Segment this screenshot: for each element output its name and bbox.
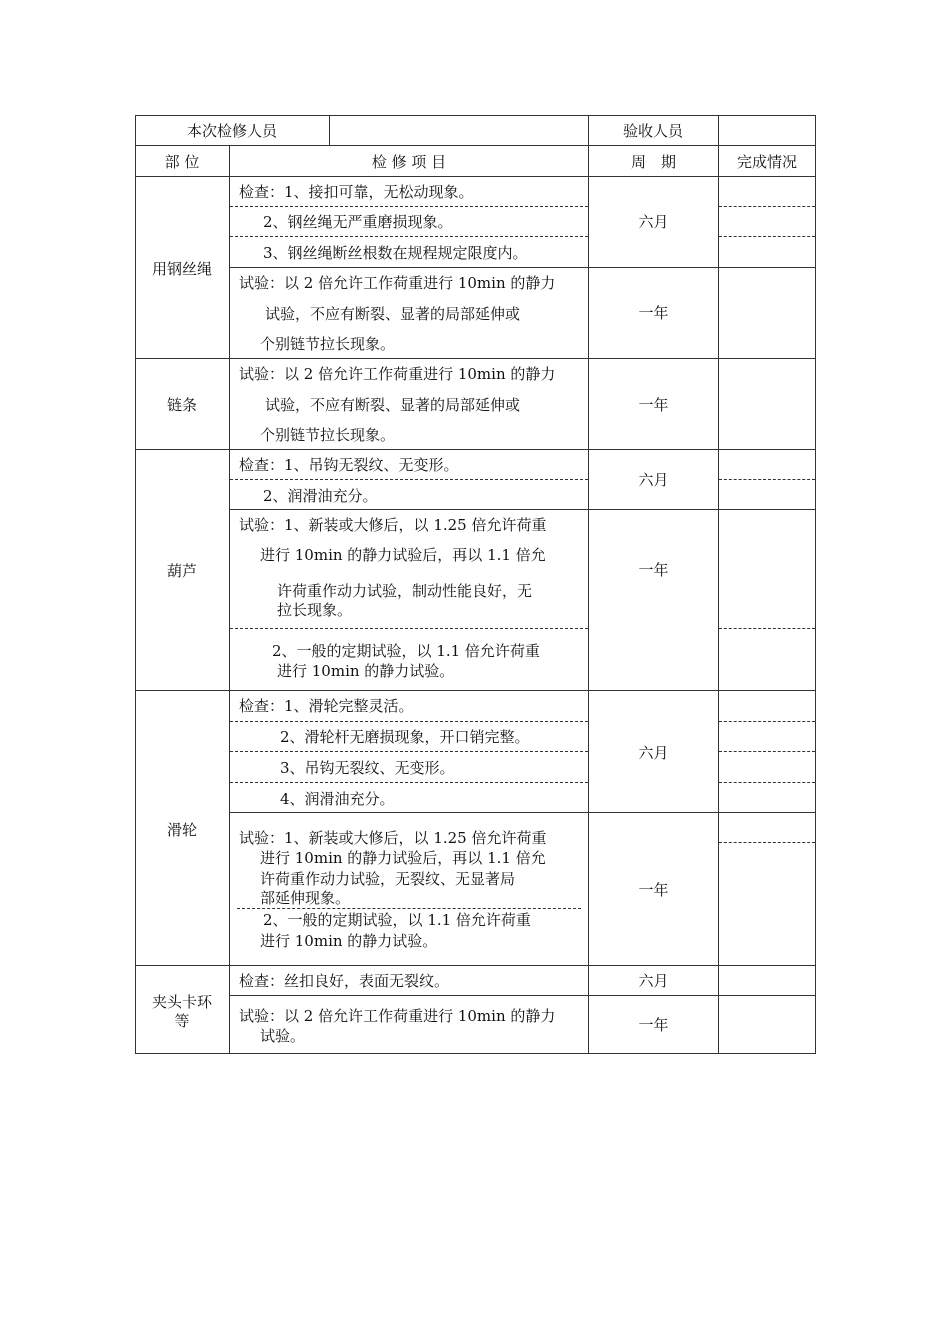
chain-test-1: 试验：以 2 倍允许工作荷重进行 10min 的静力 <box>239 365 556 383</box>
pulley-inspect-period: 六月 <box>638 744 669 762</box>
table-border-left <box>135 115 136 1054</box>
divider <box>230 995 816 996</box>
wire-rope-inspect-2: 2、钢丝绳无严重磨损现象。 <box>263 213 453 231</box>
wire-rope-test-3: 个别链节拉长现象。 <box>260 335 396 353</box>
part-hoist: 葫芦 <box>166 562 197 580</box>
hoist-test1-3: 许荷重作动力试验，制动性能良好，无 <box>277 582 533 600</box>
divider <box>230 812 816 813</box>
wire-rope-inspect-1: 检查：1、接扣可靠，无松动现象。 <box>239 183 474 201</box>
part-clamp-2: 等 <box>174 1012 190 1030</box>
divider <box>719 236 815 237</box>
wire-rope-test-1: 试验：以 2 倍允许工作荷重进行 10min 的静力 <box>239 274 556 292</box>
clamp-test-1: 试验：以 2 倍允许工作荷重进行 10min 的静力 <box>239 1007 556 1025</box>
divider <box>588 115 589 1054</box>
table-border-right <box>815 115 816 1054</box>
divider <box>719 842 815 843</box>
divider <box>719 206 815 207</box>
divider <box>719 782 815 783</box>
divider <box>230 236 588 237</box>
hoist-inspect-2: 2、润滑油充分。 <box>263 487 378 505</box>
part-wire-rope: 用钢丝绳 <box>151 260 212 278</box>
table-border-top <box>135 115 816 116</box>
col-header-period: 周 期 <box>630 153 676 171</box>
hoist-inspect-1: 检查：1、吊钩无裂纹、无变形。 <box>239 456 459 474</box>
divider <box>135 690 816 691</box>
table-border-bottom <box>135 1053 816 1054</box>
divider <box>135 358 816 359</box>
clamp-test-period: 一年 <box>638 1016 669 1034</box>
hoist-test1-1: 试验：1、新装或大修后，以 1.25 倍允许荷重 <box>239 516 547 534</box>
divider <box>135 145 816 146</box>
divider <box>230 509 816 510</box>
wire-rope-test-period: 一年 <box>638 304 669 322</box>
pulley-inspect-1: 检查：1、滑轮完整灵活。 <box>239 697 414 715</box>
part-chain: 链条 <box>166 396 197 414</box>
part-pulley: 滑轮 <box>166 821 197 839</box>
col-header-item: 检 修 项 目 <box>371 153 447 171</box>
pulley-test1-4: 部延伸现象。 <box>260 889 351 907</box>
acceptor-label: 验收人员 <box>622 122 683 140</box>
col-header-status: 完成情况 <box>736 153 797 171</box>
hoist-test-period: 一年 <box>638 561 669 579</box>
divider <box>230 267 816 268</box>
inspector-label: 本次检修人员 <box>186 122 277 140</box>
hoist-inspect-period: 六月 <box>638 471 669 489</box>
pulley-test2-1: 2、一般的定期试验，以 1.1 倍允许荷重 <box>263 911 531 929</box>
pulley-test1-2: 进行 10min 的静力试验后，再以 1.1 倍允 <box>260 849 546 867</box>
hoist-test2-1: 2、一般的定期试验，以 1.1 倍允许荷重 <box>272 642 540 660</box>
divider <box>229 146 230 1054</box>
divider <box>329 115 330 146</box>
wire-rope-inspect-period: 六月 <box>638 213 669 231</box>
divider <box>230 721 588 722</box>
chain-test-3: 个别链节拉长现象。 <box>260 426 396 444</box>
hoist-test1-4: 拉长现象。 <box>277 601 353 619</box>
pulley-test2-2: 进行 10min 的静力试验。 <box>260 932 438 950</box>
divider <box>135 965 816 966</box>
divider <box>719 721 815 722</box>
wire-rope-test-2: 试验，不应有断裂、显著的局部延伸或 <box>265 305 521 323</box>
clamp-inspect-period: 六月 <box>638 972 669 990</box>
divider <box>719 751 815 752</box>
pulley-test1-1: 试验：1、新装或大修后，以 1.25 倍允许荷重 <box>239 829 547 847</box>
divider <box>230 479 588 480</box>
part-clamp-1: 夹头卡环 <box>151 993 212 1011</box>
clamp-test-2: 试验。 <box>260 1027 306 1045</box>
pulley-inspect-3: 3、吊钩无裂纹、无变形。 <box>280 759 455 777</box>
maintenance-table <box>135 115 816 1054</box>
divider <box>718 115 719 146</box>
divider <box>135 176 816 177</box>
pulley-inspect-2: 2、滑轮杆无磨损现象，开口销完整。 <box>280 728 530 746</box>
divider <box>237 908 581 909</box>
hoist-test1-2: 进行 10min 的静力试验后，再以 1.1 倍允 <box>260 546 546 564</box>
clamp-inspect-1: 检查：丝扣良好，表面无裂纹。 <box>239 972 450 990</box>
col-header-part: 部 位 <box>164 153 200 171</box>
chain-test-2: 试验，不应有断裂、显著的局部延伸或 <box>265 396 521 414</box>
divider <box>230 751 588 752</box>
divider <box>230 782 588 783</box>
divider <box>135 449 816 450</box>
chain-test-period: 一年 <box>638 396 669 414</box>
pulley-test1-3: 许荷重作动力试验，无裂纹、无显著局 <box>260 870 516 888</box>
divider <box>719 479 815 480</box>
pulley-inspect-4: 4、润滑油充分。 <box>280 790 395 808</box>
hoist-test2-2: 进行 10min 的静力试验。 <box>277 662 455 680</box>
divider <box>230 206 588 207</box>
divider <box>718 146 719 1054</box>
pulley-test-period: 一年 <box>638 881 669 899</box>
divider <box>230 628 588 629</box>
wire-rope-inspect-3: 3、钢丝绳断丝根数在规程规定限度内。 <box>263 244 528 262</box>
divider <box>719 628 815 629</box>
